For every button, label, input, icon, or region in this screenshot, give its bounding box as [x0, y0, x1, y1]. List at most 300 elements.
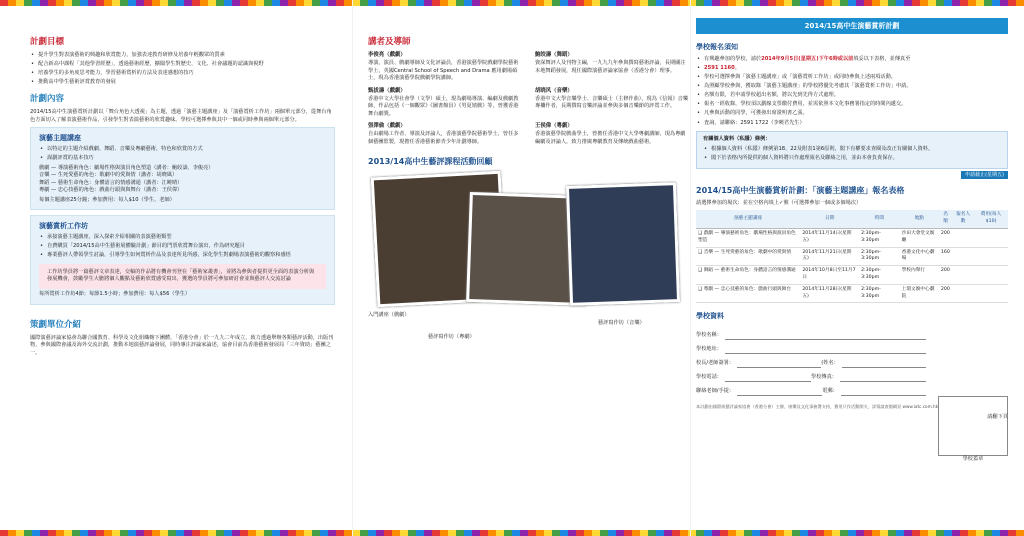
stripe-segment — [496, 0, 504, 6]
stripe-segment — [960, 0, 968, 6]
stripe-segment — [552, 530, 560, 536]
fold-line-2 — [690, 0, 691, 536]
table-cell: 2:30pm-3:30pm — [859, 247, 900, 266]
stripe-segment — [328, 0, 336, 6]
stripe-segment — [1000, 0, 1008, 6]
stripe-segment — [40, 530, 48, 536]
stripe-segment — [440, 0, 448, 6]
note-item: • 報名一經收錄，學校須以劃線支票繳付費用，並需依照本文化事務署指定的時間內遞交。 — [696, 101, 1008, 109]
table-header: 費用(每人$10) — [974, 210, 1008, 228]
stripe-segment — [864, 0, 872, 6]
note-item: • 名額有限，若申請學校超出名額，將以先到先得方式處理。 — [696, 92, 1008, 100]
stripe-segment — [672, 0, 680, 6]
table-cell: ❑ 戲劇 — 導演藝術角色：劇場性格與演員角色塑造 — [696, 228, 800, 247]
stripe-segment — [584, 530, 592, 536]
stripe-segment — [712, 530, 720, 536]
stripe-segment — [144, 530, 152, 536]
table-cell: 2014年11月28日(星期五) — [800, 284, 859, 303]
stripe-segment — [400, 530, 408, 536]
stamp-label: 學校蓋章 — [962, 456, 984, 463]
stripe-segment — [568, 0, 576, 6]
stripe-segment — [664, 0, 672, 6]
stripe-segment — [656, 530, 664, 536]
stripe-segment — [280, 0, 288, 6]
school-stamp-box[interactable] — [938, 396, 1008, 463]
table-cell: ❑ 粵劇 — 忠心技藝的角色：戲曲行頭與舞台 — [696, 284, 800, 303]
stripe-segment — [896, 530, 904, 536]
teacher-bio: 自由劇場工作者、導演及評論人，香港演藝學院藝術學士，曾任多個藝團監製，現擔任香港藝術節青少年計劃導師。 — [368, 130, 519, 145]
table-header: 時間 — [859, 210, 900, 228]
stripe-segment — [784, 530, 792, 536]
stripe-segment — [848, 530, 856, 536]
objective-item: • 培養學生的多角度思考能力，學習藝術賞析的方法及表達感想的技巧 — [30, 70, 335, 78]
stripe-segment — [168, 0, 176, 6]
stripe-segment — [464, 0, 472, 6]
stripe-segment — [768, 530, 776, 536]
stripe-segment — [992, 530, 1000, 536]
table-row[interactable] — [696, 247, 1008, 266]
stripe-segment — [272, 0, 280, 6]
note-item: • 學校可選擇參與「演藝主題講座」或「演藝賞析工作坊」或同時參與上述兩項活動。 — [696, 74, 1008, 82]
stripe-segment — [168, 530, 176, 536]
lecture-session: 舞蹈 — 藝術生命角色：身體語言的情感溝通（講者：江曉晴） — [39, 179, 183, 186]
stripe-segment — [912, 0, 920, 6]
principal-signature-field[interactable]: 校長/老師簽署： (姓名： — [696, 354, 926, 368]
stripe-segment — [240, 530, 248, 536]
stripe-segment — [216, 0, 224, 6]
stripe-segment — [136, 0, 144, 6]
stripe-segment — [792, 530, 800, 536]
stripe-segment — [288, 530, 296, 536]
stripe-segment — [544, 0, 552, 6]
workshop-item: • 承接演藝主題講座，深入探索介紹相關的表演藝術類型 — [39, 234, 326, 242]
stripe-segment — [424, 530, 432, 536]
workshop-fee: 每所賞析工作坊4節；每節1.5小時；參加費用：每人$56（學生） — [39, 290, 191, 297]
stripe-segment — [664, 530, 672, 536]
stripe-segment — [432, 530, 440, 536]
stripe-segment — [64, 0, 72, 6]
table-cell — [952, 266, 974, 285]
stripe-segment — [944, 0, 952, 6]
stripe-segment — [488, 530, 496, 536]
stripe-segment — [728, 530, 736, 536]
stripe-segment — [480, 530, 488, 536]
bottom-rainbow-stripe — [0, 530, 1024, 536]
stripe-segment — [560, 530, 568, 536]
table-cell: 香港文化中心劇場 — [900, 247, 939, 266]
teacher-bio: 香港中文大學社會學（文學）碩士，現為劇場導演、編劇及戲劇教師，作品包括《一個觀眾》《圖書館員》《男夏嬉戲》等，曾獲香港舞台劇獎。 — [368, 95, 519, 117]
content-title: 計劃內容 — [30, 93, 65, 104]
stripe-segment — [944, 530, 952, 536]
stripe-segment — [512, 530, 520, 536]
stripe-segment — [704, 0, 712, 6]
stripe-segment — [432, 0, 440, 6]
stripe-segment — [800, 0, 808, 6]
stripe-segment — [312, 0, 320, 6]
stripe-segment — [608, 530, 616, 536]
stripe-segment — [416, 530, 424, 536]
stripe-segment — [528, 0, 536, 6]
stripe-segment — [592, 0, 600, 6]
stripe-segment — [656, 0, 664, 6]
stripe-segment — [1008, 530, 1016, 536]
photos-title: 2013/14高中生藝評課程活動回顧 — [368, 157, 493, 167]
workshop-title: 演藝賞析工作坊 — [39, 222, 88, 231]
stripe-segment — [872, 530, 880, 536]
stripe-segment — [808, 0, 816, 6]
stripe-segment — [792, 0, 800, 6]
stripe-segment — [288, 0, 296, 6]
stripe-segment — [248, 530, 256, 536]
stripe-segment — [360, 0, 368, 6]
table-cell — [952, 228, 974, 247]
stripe-segment — [304, 0, 312, 6]
stripe-segment — [816, 0, 824, 6]
note-item: • 2591 1160。 — [696, 65, 1008, 73]
teacher-card — [368, 52, 523, 82]
stripe-segment — [776, 0, 784, 6]
stripe-segment — [832, 0, 840, 6]
stripe-segment — [192, 530, 200, 536]
stripe-segment — [952, 530, 960, 536]
stripe-segment — [232, 0, 240, 6]
table-cell: 2:30pm-3:30pm — [859, 228, 900, 247]
photo-collage — [368, 174, 690, 414]
table-header: 日期 — [800, 210, 859, 228]
teacher-name: 王侯偉（粵劇） — [535, 123, 573, 130]
school-title: 學校資料 — [696, 312, 724, 321]
teacher-name: 鮑皎濤（舞蹈） — [535, 52, 573, 59]
stripe-segment — [600, 530, 608, 536]
table-cell: 2014年10月8日至11月7日 — [800, 266, 859, 285]
table-cell — [974, 228, 1008, 247]
caption-lecture: 入門講座（戲劇） — [368, 311, 410, 318]
stripe-segment — [16, 530, 24, 536]
stripe-segment — [504, 530, 512, 536]
stripe-segment — [480, 0, 488, 6]
stripe-segment — [832, 530, 840, 536]
stripe-segment — [352, 530, 360, 536]
stripe-segment — [368, 530, 376, 536]
stripe-segment — [160, 530, 168, 536]
lectures-box — [30, 127, 335, 210]
stripe-segment — [976, 0, 984, 6]
teacher-name: 胡晓风（音樂） — [535, 87, 573, 94]
form-subtitle: 請選擇參加的場次：並在空格內填上✓號（可選擇參加一個或多個場次） — [696, 199, 862, 206]
stripe-segment — [808, 530, 816, 536]
table-header: 地點 — [900, 210, 939, 228]
table-cell: 200 — [939, 266, 952, 285]
caption-opera: 藝評寫作坊（粵劇） — [428, 333, 475, 340]
table-cell — [974, 266, 1008, 285]
stripe-segment — [936, 0, 944, 6]
stripe-segment — [184, 0, 192, 6]
stripe-segment — [952, 0, 960, 6]
stripe-segment — [32, 0, 40, 6]
stripe-segment — [704, 530, 712, 536]
stripe-segment — [576, 0, 584, 6]
stripe-segment — [248, 0, 256, 6]
table-cell: 2014年11月14日(星期五) — [800, 228, 859, 247]
stripe-segment — [440, 530, 448, 536]
stripe-segment — [408, 530, 416, 536]
stripe-segment — [472, 0, 480, 6]
stripe-segment — [576, 530, 584, 536]
stripe-segment — [904, 530, 912, 536]
stripe-segment — [824, 530, 832, 536]
stripe-segment — [840, 530, 848, 536]
stripe-segment — [240, 0, 248, 6]
fold-line-1 — [352, 0, 353, 536]
stripe-segment — [256, 530, 264, 536]
table-row[interactable] — [696, 284, 1008, 303]
stripe-segment — [536, 530, 544, 536]
workshop-item: • 專業藝評人帶領學生討論，引導學生如何賞析作品及表達所見所感，深化學生對劇場表演藝術的觀察和感悟 — [39, 252, 326, 260]
stripe-segment — [584, 0, 592, 6]
left-panel — [30, 30, 335, 360]
stripe-segment — [256, 0, 264, 6]
teacher-card — [535, 88, 690, 118]
stripe-segment — [176, 0, 184, 6]
stripe-segment — [856, 530, 864, 536]
stripe-segment — [648, 530, 656, 536]
stripe-segment — [552, 0, 560, 6]
stripe-segment — [8, 530, 16, 536]
stripe-segment — [976, 530, 984, 536]
stripe-segment — [672, 530, 680, 536]
table-row[interactable] — [696, 266, 1008, 285]
stripe-segment — [992, 0, 1000, 6]
middle-panel — [368, 30, 690, 414]
stripe-segment — [744, 0, 752, 6]
stripe-segment — [888, 530, 896, 536]
table-cell: 2:30pm-3:30pm — [859, 266, 900, 285]
stripe-segment — [32, 530, 40, 536]
objective-item: • 配合新高中課程「其他學習經歷」，透過藝術經歷，擴闊學生對歷史、文化、社會議題的認識與視野 — [30, 61, 335, 69]
stripe-segment — [1016, 530, 1024, 536]
stripe-segment — [632, 530, 640, 536]
stripe-segment — [8, 0, 16, 6]
stripe-segment — [504, 0, 512, 6]
table-cell: 2:30pm-3:30pm — [859, 284, 900, 303]
privacy-item: • 閣下於表格內所提供的個人資料將只作處理報名及聯絡之用，並由本會負責保存。 — [703, 155, 1001, 163]
stripe-segment — [800, 530, 808, 536]
stripe-segment — [720, 530, 728, 536]
stripe-segment — [624, 530, 632, 536]
stripe-segment — [912, 530, 920, 536]
content-text: 2014/15高中生演藝賞析計劃以「舞台角色大透視」為主題，透過「演藝主題講座」及「演藝賞析工作坊」兩個單元部分，從舞台角色方面切入了解表演藝術作品，引發學生對表演藝術的欣賞趣味。學校可選擇參與其中一個或同時參與兩個單元部分。 — [30, 109, 332, 123]
stripe-segment — [464, 530, 472, 536]
objectives-title: 計劃目標 — [30, 37, 65, 47]
teacher-bio: 香港演藝學院戲曲學士，曾擔任香港中文大學粵劇講師，現為粵劇編劇及評論人，致力推廣粵劇教育及傳統戲曲藝術。 — [535, 130, 686, 145]
table-row[interactable] — [696, 228, 1008, 247]
stripe-segment — [160, 0, 168, 6]
teacher-name: 張澤倫（戲劇） — [368, 123, 406, 130]
stripe-segment — [720, 0, 728, 6]
stripe-segment — [88, 530, 96, 536]
table-header: 報名人數 — [952, 210, 974, 228]
stripe-segment — [784, 0, 792, 6]
stripe-segment — [152, 530, 160, 536]
note-item: • 有興趣參加的學校，請於2014年9月5日(星期五)下午6時或以前填妥以下表格，並傳真至 — [696, 56, 1008, 64]
teacher-card — [535, 52, 690, 82]
school-phone-field[interactable]: 學校電話： 學校傳真： — [696, 368, 926, 382]
lecture-item: • 以特定的主題介紹戲劇、舞蹈、音樂及粵劇藝術，特色和欣賞的方式 — [39, 146, 326, 154]
stripe-segment — [136, 530, 144, 536]
workshop-box — [30, 215, 335, 304]
stripe-segment — [904, 0, 912, 6]
stripe-segment — [816, 530, 824, 536]
stripe-segment — [0, 530, 8, 536]
stripe-segment — [848, 0, 856, 6]
table-cell: 學校內舉行 — [900, 266, 939, 285]
stripe-segment — [104, 530, 112, 536]
org-text: 國際演藝評論家協會為聯合國教育、科學及文化組織轄下團體，「香港分會」於一九九二年成立，致力透過舉辦各類藝評活動，出版刊物，參與國際會議及海外交流計劃，推動本地演藝評論發展，同時專注評論家論述，協會目前為香港藝術發展局「三年資助」藝團之一。 — [30, 334, 334, 356]
stripe-segment — [416, 0, 424, 6]
contact-teacher-field[interactable]: 聯絡老師/手提： 電郵： — [696, 382, 926, 396]
stripe-segment — [752, 0, 760, 6]
stripe-segment — [632, 0, 640, 6]
table-cell — [974, 247, 1008, 266]
workshop-note: 工作坊學員將一篇藝評文章表達，交稿的作品將有機會刊登在「藝術家叢書」，並將為參與者提供更全面的表演分析與發展機會，鼓勵學生大膽將個人觀點及藝術欣賞感受寫出，獲選的學員將可參加研討會並與藝評人交流討論 — [39, 264, 326, 289]
table-cell: 200 — [939, 228, 952, 247]
table-cell: 上環文娛中心劇院 — [900, 284, 939, 303]
stripe-segment — [456, 530, 464, 536]
stripe-segment — [344, 0, 352, 6]
workshop-list — [39, 234, 326, 260]
table-cell: 160 — [939, 247, 952, 266]
stripe-segment — [264, 530, 272, 536]
stripe-segment — [24, 530, 32, 536]
stripe-segment — [536, 0, 544, 6]
stripe-segment — [88, 0, 96, 6]
table-cell: 沙田大會堂文娛廳 — [900, 228, 939, 247]
stripe-segment — [328, 530, 336, 536]
stripe-segment — [968, 530, 976, 536]
stripe-segment — [568, 530, 576, 536]
stripe-segment — [360, 530, 368, 536]
stripe-segment — [312, 530, 320, 536]
stripe-segment — [56, 530, 64, 536]
lecture-session: 粵劇 — 忠心技藝的角色：戲曲行頭與與舞台（講者：王侯偉） — [39, 187, 183, 194]
teacher-name: 李俊亮（戲劇） — [368, 52, 406, 59]
stripe-segment — [320, 530, 328, 536]
stripe-segment — [648, 0, 656, 6]
stripe-segment — [232, 530, 240, 536]
stripe-segment — [80, 530, 88, 536]
stripe-segment — [728, 0, 736, 6]
privacy-item: • 根據個人資料（私隱）條例第18、22及附表1第6原則，閣下有權要求查閱及改正有關個人資料。 — [703, 146, 1001, 154]
school-fields — [696, 326, 926, 396]
photo-workshop-music — [566, 182, 680, 306]
stripe-segment — [616, 0, 624, 6]
stripe-segment — [384, 0, 392, 6]
stripe-segment — [48, 530, 56, 536]
stripe-segment — [760, 530, 768, 536]
notes-list — [696, 56, 1008, 127]
stripe-segment — [296, 530, 304, 536]
stripe-segment — [920, 0, 928, 6]
stripe-segment — [760, 0, 768, 6]
stripe-segment — [424, 0, 432, 6]
privacy-title: 有關個人資料（私隱）條例： — [703, 136, 771, 143]
stripe-segment — [928, 0, 936, 6]
school-name-field[interactable]: 學校名稱： — [696, 326, 926, 340]
stripe-segment — [72, 0, 80, 6]
stripe-segment — [880, 530, 888, 536]
stripe-segment — [984, 530, 992, 536]
stripe-segment — [384, 530, 392, 536]
stripe-segment — [336, 0, 344, 6]
stripe-segment — [512, 0, 520, 6]
stripe-segment — [928, 530, 936, 536]
teacher-card — [368, 88, 523, 118]
stripe-segment — [128, 530, 136, 536]
stripe-segment — [880, 0, 888, 6]
table-cell — [952, 284, 974, 303]
stripe-segment — [472, 530, 480, 536]
note-item: • 凡參與活動的同學，可獲發出席證明書乙張。 — [696, 110, 1008, 118]
stripe-segment — [896, 0, 904, 6]
teacher-name: 甄拔濤（戲劇） — [368, 87, 406, 94]
stripe-segment — [96, 0, 104, 6]
stripe-segment — [888, 0, 896, 6]
stripe-segment — [872, 0, 880, 6]
stripe-segment — [376, 0, 384, 6]
table-cell: 200 — [939, 284, 952, 303]
school-address-field[interactable]: 學校地址： — [696, 340, 926, 354]
stripe-segment — [112, 530, 120, 536]
caption-music: 藝評寫作坊（音樂） — [598, 319, 645, 326]
stripe-segment — [120, 530, 128, 536]
registration-table — [696, 210, 1008, 303]
stripe-segment — [272, 530, 280, 536]
stripe-segment — [184, 530, 192, 536]
lecture-item: • 謀劃評賞的基本技巧 — [39, 155, 326, 163]
stripe-segment — [1008, 0, 1016, 6]
stripe-segment — [264, 0, 272, 6]
stripe-segment — [128, 0, 136, 6]
lecture-session: 戲劇 — 導演藝術角色：劇場性格與演員角色塑造（講者：鮑皎濤、李俊亮） — [39, 164, 214, 171]
stripe-segment — [984, 0, 992, 6]
stripe-segment — [920, 530, 928, 536]
stripe-segment — [640, 0, 648, 6]
stripe-segment — [144, 0, 152, 6]
table-cell — [974, 284, 1008, 303]
form-title: 2014/15高中生演藝賞析計劃：「演藝主題講座」報名表格 — [696, 186, 905, 196]
stripe-segment — [840, 0, 848, 6]
stripe-segment — [16, 0, 24, 6]
stripe-segment — [864, 530, 872, 536]
teacher-card — [535, 123, 690, 146]
stripe-segment — [640, 530, 648, 536]
lectures-fee: 每個主題講座25分鐘；參加費用：每人$10（學生、老師） — [39, 196, 175, 203]
lecture-session: 音樂 — 生死愛藝的角色：歌劇中的愛與情（講者：胡晓風） — [39, 172, 178, 179]
objective-item: • 推動高中學生藝術評賞教育的發展 — [30, 79, 335, 87]
stripe-segment — [192, 0, 200, 6]
stripe-segment — [40, 0, 48, 6]
stripe-segment — [24, 0, 32, 6]
table-cell — [952, 247, 974, 266]
stripe-segment — [112, 0, 120, 6]
stripe-segment — [0, 0, 8, 6]
org-title: 策劃單位介紹 — [30, 319, 82, 330]
stripe-segment — [752, 530, 760, 536]
stripe-segment — [520, 0, 528, 6]
stripe-segment — [224, 530, 232, 536]
teachers-title: 講者及導師 — [368, 37, 411, 47]
stripe-segment — [296, 0, 304, 6]
